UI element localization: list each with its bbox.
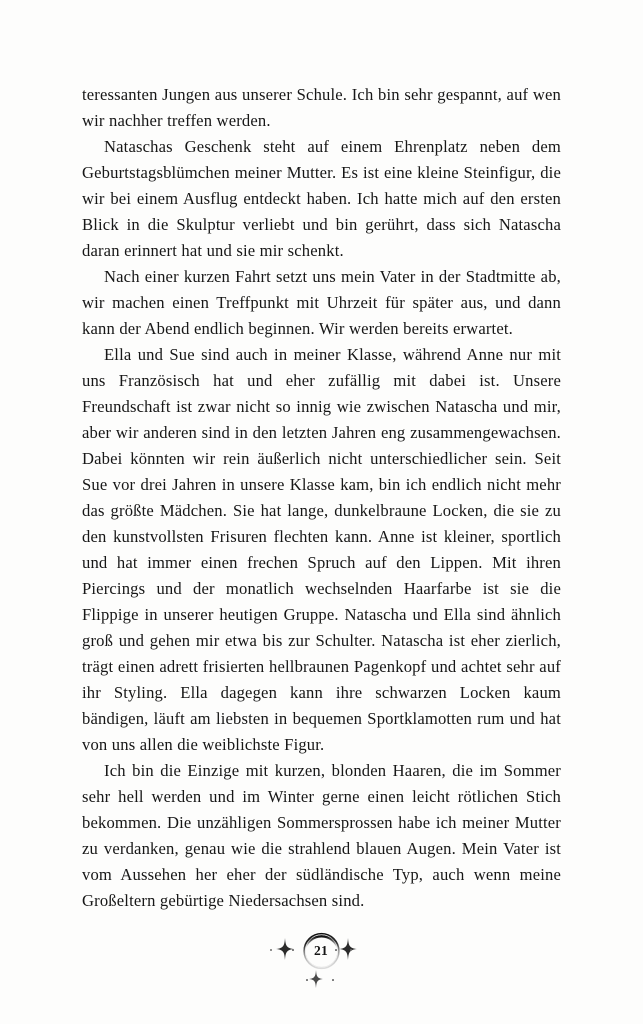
ornament-dot xyxy=(306,979,308,981)
paragraph: Ella und Sue sind auch in meiner Klasse, während Anne nur mit uns Französisch hat und eher zufällig mit dabei ist. Unsere Freundschaft ist zwar nicht so innig wie zwischen Natascha und mir, aber wir anderen sind in den letzten Jahren eng zusammengewachsen. Dabei könnten wir rein äußerlich nicht unterschiedlicher sein. Seit Sue vor drei Jahren in unsere Klasse kam, bin ich endlich nicht mehr das größte Mädchen. Sie hat lange, dunkelbraune Locken, die sie zu den kunstvollsten Frisuren flechten kann. Anne ist kleiner, sportlich und hat immer einen frechen Spruch auf den Lippen. Mit ihren Piercings und der monatlich wechselnden Haarfarbe ist sie die Flippige in unserer heutigen Gruppe. Natascha und Ella sind ähnlich groß und gehen mir etwa bis zur Schulter. Natascha ist eher zierlich, trägt einen adrett frisierten hellbraunen Pagenkopf und achtet sehr auf ihr Styling. Ella dagegen kann ihre schwarzen Locken kaum bändigen, läuft am liebsten in bequemen Sportklamotten rum und hat von uns allen die weiblichste Figur. xyxy=(82,345,561,754)
sparkle-star-bottom-icon xyxy=(309,970,323,988)
paragraph: Nach einer kurzen Fahrt setzt uns mein Vater in der Stadtmitte ab, wir machen einen Treffpunkt mit Uhrzeit für später aus, und dann kann der Abend endlich beginnen. Wir werden bereits erwartet. xyxy=(82,267,561,338)
ornament-dot xyxy=(335,949,337,951)
page-footer-ornament xyxy=(0,918,643,994)
ornament-dot xyxy=(350,949,352,951)
paragraph: Nataschas Geschenk steht auf einem Ehrenplatz neben dem Geburtstagsblümchen meiner Mutter. Es ist eine kleine Steinfigur, die wir bei einem Ausflug entdeckt haben. Ich hatte mich auf den ersten Blick in die Skulptur verliebt und bin gerührt, dass sich Natascha daran erinnert hat und sie mir schenkt. xyxy=(82,137,561,260)
paragraph: Ich bin die Einzige mit kurzen, blonden Haaren, die im Sommer sehr hell werden und im Winter gerne einen leicht rötlichen Stich bekommen. Die unzähligen Sommersprossen habe ich meiner Mutter zu verdanken, genau wie die strahlend blauen Augen. Mein Vater ist vom Aussehen her eher der südländische Typ, auch wenn meine Großeltern gebürtige Niedersachsen sind. xyxy=(82,761,561,910)
body-text-column xyxy=(82,82,561,914)
sparkle-star-right-icon xyxy=(339,938,357,960)
ornament-dot xyxy=(292,949,294,951)
ornament-dot xyxy=(332,979,334,981)
page-number: 21 xyxy=(313,942,329,958)
ornament-dot xyxy=(270,949,272,951)
paragraph: teressanten Jungen aus unserer Schule. Ich bin sehr gespannt, auf wen wir nachher treffen werden. xyxy=(82,85,561,130)
